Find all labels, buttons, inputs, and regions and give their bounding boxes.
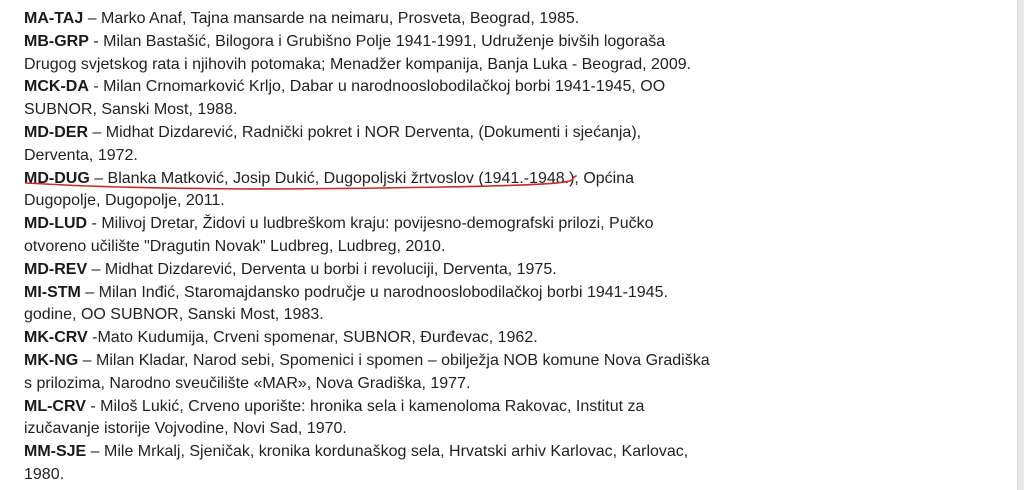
- entry-text: – Milan Inđić, Staromajdansko područje u narodnooslobodilačkoj borbi 1941-1945. godine, OO SUBNOR, Sanski Most, 1983.: [24, 283, 668, 324]
- entry-text: - Milan Bastašić, Bilogora i Grubišno Polje 1941-1991, Udruženje bivših logoraša Drugog svjetskog rata i njihovih potomaka; Menadžer kompanija, Banja Luka - Beograd, 2009.: [24, 32, 692, 73]
- bibliography-entry: [24, 441, 714, 487]
- entry-code: MM-SJE: [24, 443, 87, 461]
- entry-code: MB-GRP: [24, 32, 89, 50]
- bibliography-entry: [24, 8, 714, 31]
- bibliography-entry: [24, 259, 714, 282]
- bibliography-entry: [24, 76, 714, 122]
- bibliography-entry: [24, 122, 714, 168]
- entry-text: - Milan Crnomarković Krljo, Dabar u narodnooslobodilačkoj borbi 1941-1945, OO SUBNOR, Sanski Most, 1988.: [24, 78, 666, 119]
- entry-code: MCK-DA: [24, 78, 89, 96]
- scrollbar-edge[interactable]: [1017, 0, 1024, 490]
- bibliography-list: [24, 8, 714, 487]
- bibliography-entry-highlighted: [24, 168, 714, 214]
- bibliography-entry: [24, 282, 714, 328]
- entry-text: – Milan Kladar, Narod sebi, Spomenici i spomen – obilježja NOB komune Nova Gradiška s prilozima, Narodno sveučilište «MAR», Nova Gradiška, 1977.: [24, 351, 710, 392]
- entry-text: - Miloš Lukić, Crveno uporište: hronika sela i kamenoloma Rakovac, Institut za izučavanje istorije Vojvodine, Novi Sad, 1970.: [24, 397, 645, 438]
- entry-code: MD-DER: [24, 123, 88, 141]
- entry-text: – Mile Mrkalj, Sjeničak, kronika kordunaškog sela, Hrvatski arhiv Karlovac, Karlovac, 1980.: [24, 443, 689, 483]
- entry-code: MD-REV: [24, 260, 88, 278]
- entry-text: - Milivoj Dretar, Židovi u ludbreškom kraju: povijesno-demografski prilozi, Pučko otvoreno učilište "Dragutin Novak" Ludbreg, Ludbreg, 2010.: [24, 215, 654, 255]
- entry-text: – Blanka Matković, Josip Dukić, Dugopoljski žrtvoslov (1941.-1948.), Općina Dugopolje, Dugopolje, 2011.: [24, 169, 635, 210]
- bibliography-entry: [24, 213, 714, 259]
- entry-code: ML-CRV: [24, 397, 86, 415]
- bibliography-entry: [24, 31, 714, 77]
- bibliography-entry: [24, 327, 714, 350]
- entry-code: MA-TAJ: [24, 10, 84, 27]
- entry-code: MD-LUD: [24, 215, 88, 233]
- bibliography-entry: [24, 350, 714, 396]
- bibliography-entry: [24, 396, 714, 442]
- entry-text: -Mato Kudumija, Crveni spomenar, SUBNOR, Đurđevac, 1962.: [87, 329, 538, 347]
- entry-code: MD-DUG: [24, 169, 90, 187]
- entry-code: MK-CRV: [24, 329, 88, 347]
- entry-text: – Midhat Dizdarević, Radnički pokret i NOR Derventa, (Dokumenti i sjećanja), Derventa, 1972.: [24, 123, 642, 164]
- entry-code: MI-STM: [24, 283, 81, 301]
- entry-text: – Marko Anaf, Tajna mansarde na neimaru, Prosveta, Beograd, 1985.: [83, 10, 580, 27]
- entry-text: – Midhat Dizdarević, Derventa u borbi i revoluciji, Derventa, 1975.: [87, 260, 557, 278]
- entry-code: MK-NG: [24, 351, 79, 369]
